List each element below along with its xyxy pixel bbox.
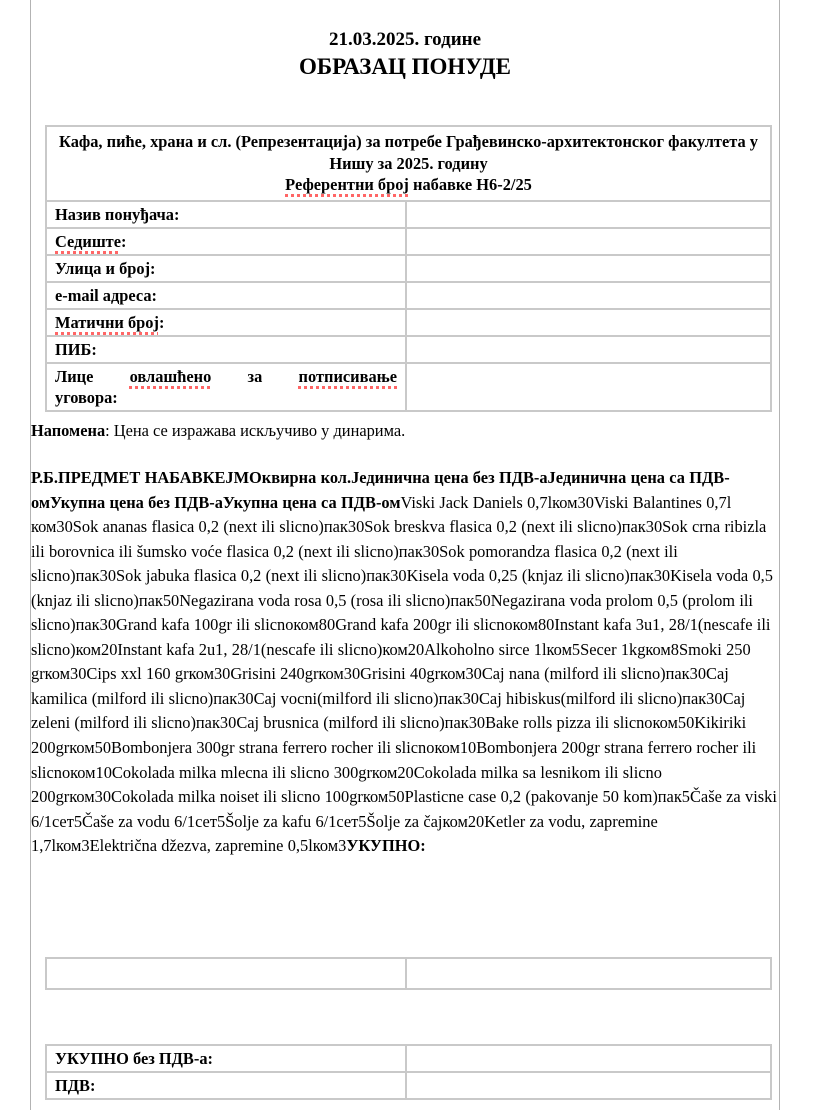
entry-cell-left[interactable] [46, 958, 406, 989]
bidder-row-value[interactable] [406, 228, 771, 255]
bidder-row [46, 228, 771, 255]
spellcheck-underline: Седиште [55, 231, 121, 251]
spellcheck-underline: Матични број [55, 312, 159, 332]
document-title: ОБРАЗАЦ ПОНУДЕ [298, 54, 512, 79]
bidder-row [46, 336, 771, 363]
bidder-row-label: Назив понуђача: [46, 201, 406, 228]
procurement-title-cell [46, 126, 771, 201]
items-paragraph [31, 466, 779, 859]
bidder-table [45, 125, 772, 412]
spellcheck-underline: Референтни број [285, 175, 409, 194]
note-label: Напомена [31, 421, 106, 440]
title-block [31, 28, 779, 81]
procurement-title: Кафа, пиће, храна и сл. (Репрезентација) за потребе Грађевинско-архитектонског факултета у Нишу за 2025. годину [59, 132, 758, 173]
text-boundary-right-line [779, 0, 780, 1110]
bidder-row [46, 255, 771, 282]
bidder-row-value[interactable] [406, 309, 771, 336]
document-date: 21.03.2025. године [328, 29, 482, 50]
bidder-row-label: Лице овлашћено за потписивање уговора: [46, 363, 406, 411]
procurement-header-row [46, 126, 771, 201]
bidder-row [46, 282, 771, 309]
entry-cell-right[interactable] [406, 958, 771, 989]
bidder-row-label: e-mail адреса: [46, 282, 406, 309]
entry-row [46, 958, 771, 989]
summary-label: ПДВ: [46, 1072, 406, 1099]
bidder-row-value[interactable] [406, 363, 771, 411]
summary-row [46, 1072, 771, 1099]
summary-row [46, 1045, 771, 1072]
bidder-row-value[interactable] [406, 282, 771, 309]
items-body: Viski Jack Daniels 0,7lком30Viski Balantines 0,7l ком30Sok ananas flasica 0,2 (next ili slicno)пак30Sok breskva flasica 0,2 (next ili slicno)пак30Sok crna ribizla ili borovnica ili šumsko voće flasica 0,2 (next ili slicno)пак30Sok pomorandza flasica 0,2 (next ili slicno)пак30Sok jabuka flasica 0,2 (next ili slicno)пак30Kisela voda 0,25 (knjaz ili slicno)пак30Kisela voda 0,5 (knjaz ili slicno)пак50Negazirana voda rosa 0,5 (rosa ili slicno)пак50Negazirana voda prolom 0,5 (prolom ili slicno)пак30Grand kafa 100gr ili slicnoком80Grand kafa 200gr ili slicnoком80Instant kafa 3u1, 28/1(nescafe ili slicno)ком20Instant kafa 2u1, 28/1(nescafe ili slicno)ком20Alkoholno sirce 1lком5Secer 1kgком8Smoki 250 grком30Cips xxl 160 grком30Grisini 240grком30Grisini 40grком30Caj nana (milford ili slicno)пак30Caj kamilica (milford ili slicno)пак30Caj vocni(milford ili slicno)пак30Caj hibiskus(milford ili slicno)пак30Caj zeleni (milford ili slicno)пак30Caj brusnica (milford ili slicno)пак30Bake rolls pizza ili slicnoком50Kikiriki 200grком50Bombonjera 300gr strana ferrero rocher ili slicnoком10Bombonjera 200gr strana ferrero rocher ili slicnoком10Cokolada milka mlecna ili slicno 300grком20Cokolada milka sa lesnikom ili slicno 200grком30Cokolada milka noiset ili slicno 100grком50Plasticne case 0,2 (pakovanje 50 kom)пак5Čaše za viski 6/1сет5Čaše za vodu 6/1сет5Šolje za kafu 6/1сет5Šolje za čajком20Ketler za vodu, zapremine 1,7lком3Električna džezva, zapremine 0,5lком3 [31, 492, 777, 856]
bidder-row [46, 363, 771, 411]
summary-value[interactable] [406, 1045, 771, 1072]
spellcheck-underline: потписивање [298, 366, 397, 386]
bidder-row [46, 201, 771, 228]
summary-label: УКУПНО без ПДВ-а: [46, 1045, 406, 1072]
bidder-row-label: Улица и број: [46, 255, 406, 282]
bidder-row-label: Седиште: [46, 228, 406, 255]
items-header-collapsed: Р.Б.ПРЕДМЕТ НАБАВКЕЈМОквирна кол.Јединична цена без ПДВ-аЈединична цена са ПДВ-омУкупна цена без ПДВ-аУкупна цена са ПДВ-ом [31, 468, 730, 512]
bidder-row-value[interactable] [406, 336, 771, 363]
bidder-row-value[interactable] [406, 255, 771, 282]
spellcheck-underline: овлашћено [129, 366, 212, 386]
bidder-row-label: ПИБ: [46, 336, 406, 363]
bidder-row [46, 309, 771, 336]
note [31, 419, 779, 443]
bidder-table-body [46, 126, 771, 411]
bidder-row-value[interactable] [406, 201, 771, 228]
summary-value[interactable] [406, 1072, 771, 1099]
summary-table [45, 1044, 772, 1100]
note-text: : Цена се изражава искључиво у динарима. [105, 421, 406, 440]
entry-table [45, 957, 772, 990]
procurement-ref: Референтни број набавке Н6-2/25 [285, 175, 532, 194]
items-total-label: УКУПНО: [346, 836, 426, 856]
bidder-row-label: Матични број: [46, 309, 406, 336]
